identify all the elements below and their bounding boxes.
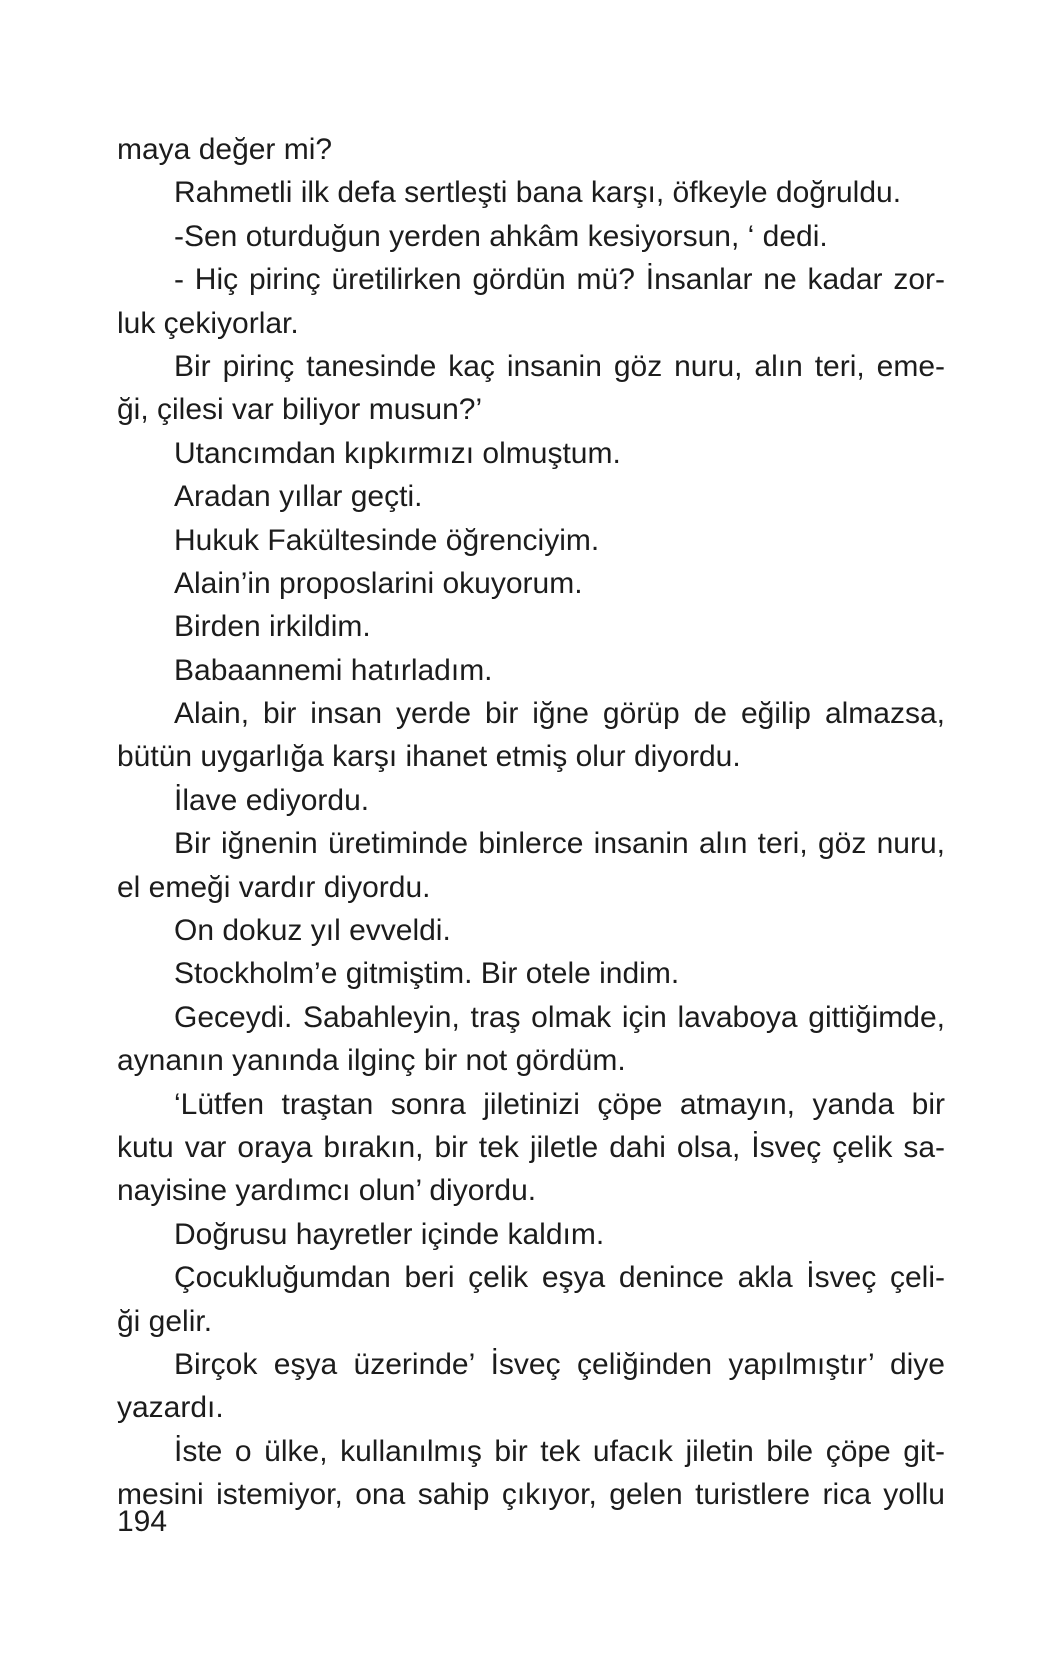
text-line: Babaannemi hatırladım. xyxy=(174,653,493,687)
body-text xyxy=(117,128,945,1517)
text-line: Stockholm’e gitmiştim. Bir otele indim. xyxy=(174,957,680,991)
page-number: 194 xyxy=(117,1505,168,1538)
text-line: On dokuz yıl evveldi. xyxy=(174,914,451,948)
text-line: Doğrusu hayretler içinde kaldım. xyxy=(174,1217,605,1251)
text-line: İste o ülke, kullanılmış bir tek ufacık jiletin bile çöpe git- xyxy=(174,1434,945,1468)
text-line: aynanın yanında ilginç bir not gördüm. xyxy=(117,1044,626,1078)
text-line: - Hiç pirinç üretilirken gördün mü? İnsanlar ne kadar zor- xyxy=(174,263,945,297)
text-line: Birçok eşya üzerinde’ İsveç çeliğinden yapılmıştır’ diye xyxy=(174,1347,945,1381)
text-line: ği, çilesi var biliyor musun?’ xyxy=(117,393,483,427)
text-line: Birden irkildim. xyxy=(174,610,371,644)
text-line: luk çekiyorlar. xyxy=(117,306,299,340)
text-line: kutu var oraya bırakın, bir tek jiletle dahi olsa, İsveç çelik sa- xyxy=(117,1130,945,1164)
text-line: mesini istemiyor, ona sahip çıkıyor, gelen turistlere rica yollu xyxy=(117,1478,945,1512)
text-line: ği gelir. xyxy=(117,1304,213,1338)
text-line: el emeği vardır diyordu. xyxy=(117,870,431,904)
text-line: Aradan yıllar geçti. xyxy=(174,480,423,514)
text-line: Bir iğnenin üretiminde binlerce insanin alın teri, göz nuru, xyxy=(174,827,945,861)
text-line: nayisine yardımcı olun’ diyordu. xyxy=(117,1174,537,1208)
text-line: Çocukluğumdan beri çelik eşya denince akla İsveç çeli- xyxy=(174,1261,945,1295)
text-line: Bir pirinç tanesinde kaç insanin göz nuru, alın teri, eme- xyxy=(174,349,945,383)
text-line: Rahmetli ilk defa sertleşti bana karşı, öfkeyle doğruldu. xyxy=(174,176,902,210)
text-line: ‘Lütfen traştan sonra jiletinizi çöpe atmayın, yanda bir xyxy=(174,1087,945,1121)
text-line: Alain, bir insan yerde bir iğne görüp de eğilip almazsa, xyxy=(174,697,945,731)
text-line: Hukuk Fakültesinde öğrenciyim. xyxy=(174,523,600,557)
text-line: -Sen oturduğun yerden ahkâm kesiyorsun, ‘ dedi. xyxy=(174,219,828,253)
text-line: Utancımdan kıpkırmızı olmuştum. xyxy=(174,436,621,470)
text-line: İlave ediyordu. xyxy=(174,783,370,817)
text-line: Alain’in proposlarini okuyorum. xyxy=(174,566,583,600)
text-line: yazardı. xyxy=(117,1391,224,1425)
text-line: maya değer mi? xyxy=(117,133,333,166)
text-line: Geceydi. Sabahleyin, traş olmak için lavaboya gittiğimde, xyxy=(174,1000,945,1034)
text-line: bütün uygarlığa karşı ihanet etmiş olur diyordu. xyxy=(117,740,741,774)
